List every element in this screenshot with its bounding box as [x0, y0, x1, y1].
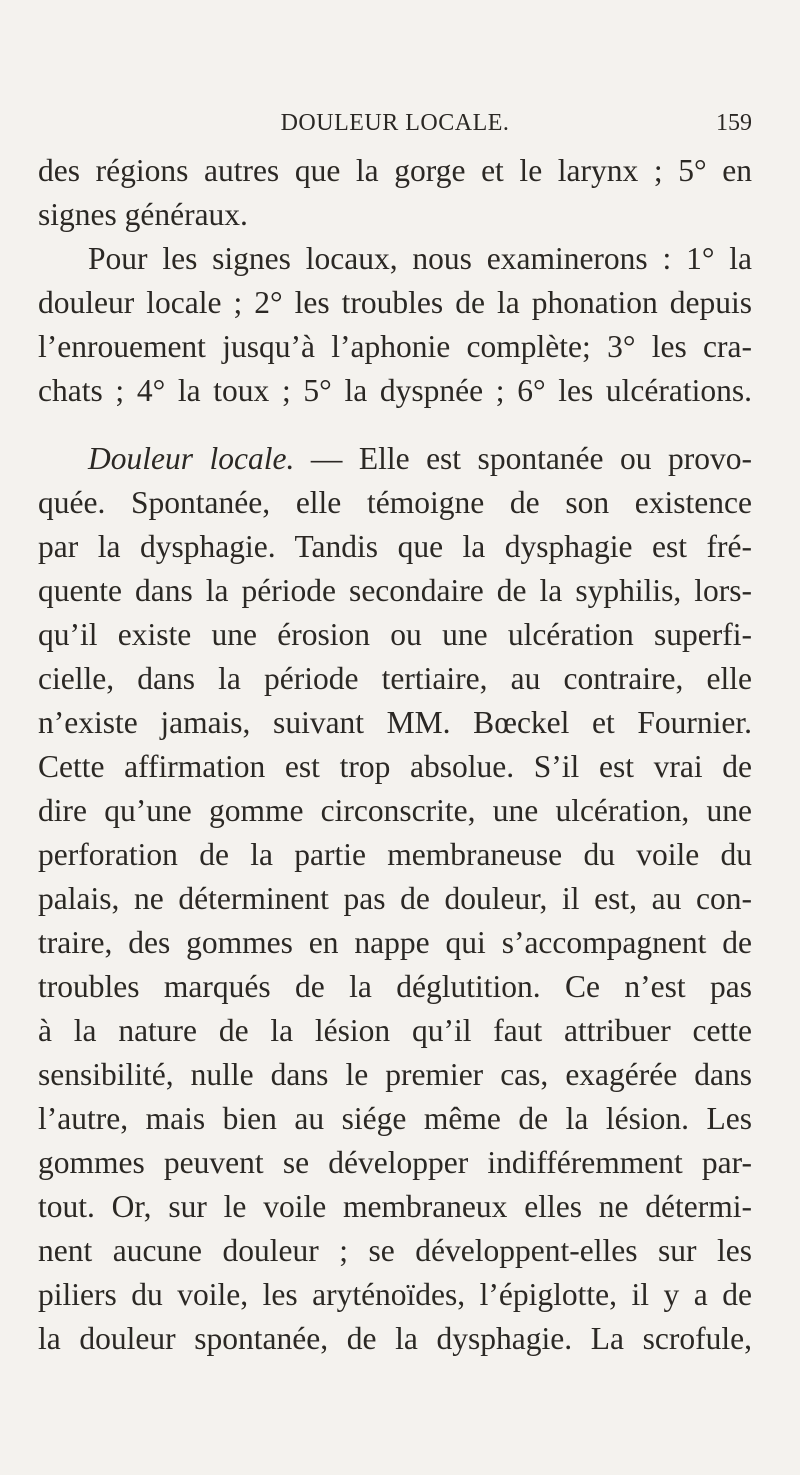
- text-line: nent aucune douleur ; se développent-elles sur les: [38, 1233, 752, 1268]
- text-line: perforation de la partie membraneuse du voile du: [38, 837, 752, 872]
- text-line: n’existe jamais, suivant MM. Bœckel et Fournier.: [38, 705, 752, 740]
- text-line: sensibilité, nulle dans le premier cas, exagérée dans: [38, 1057, 752, 1092]
- text-line: piliers du voile, les aryténoïdes, l’épiglotte, il y a de: [38, 1277, 752, 1312]
- section-heading: Douleur locale.: [88, 441, 295, 476]
- text-run: — Elle est spontanée ou provo-: [294, 441, 752, 476]
- text-line: par la dysphagie. Tandis que la dysphagie est fré-: [38, 529, 752, 564]
- text-line: tout. Or, sur le voile membraneux elles ne détermi-: [38, 1189, 752, 1224]
- text-line: à la nature de la lésion qu’il faut attribuer cette: [38, 1013, 752, 1048]
- text-line: dire qu’une gomme circonscrite, une ulcération, une: [38, 793, 752, 828]
- text-line: signes généraux.: [38, 197, 248, 232]
- running-title: DOULEUR LOCALE.: [280, 110, 510, 136]
- text-line: la douleur spontanée, de la dysphagie. La scrofule,: [38, 1321, 752, 1356]
- text-line: quente dans la période secondaire de la syphilis, lors-: [38, 573, 752, 608]
- text-line: douleur locale ; 2° les troubles de la phonation depuis: [38, 285, 752, 320]
- text-line: gommes peuvent se développer indifféremment par-: [38, 1145, 752, 1180]
- text-line: troubles marqués de la déglutition. Ce n’est pas: [38, 969, 752, 1004]
- text-line: traire, des gommes en nappe qui s’accompagnent de: [38, 925, 752, 960]
- text-line: [88, 437, 752, 481]
- text-line: chats ; 4° la toux ; 5° la dyspnée ; 6° les ulcérations.: [38, 373, 752, 408]
- text-line: qu’il existe une érosion ou une ulcération superfi-: [38, 617, 752, 652]
- text-line: cielle, dans la période tertiaire, au contraire, elle: [38, 661, 752, 696]
- text-line: Cette affirmation est trop absolue. S’il est vrai de: [38, 749, 752, 784]
- text-line: palais, ne déterminent pas de douleur, il est, au con-: [38, 881, 752, 916]
- text-line: Pour les signes locaux, nous examinerons : 1° la: [88, 241, 752, 276]
- running-head: [38, 104, 752, 140]
- text-line: des régions autres que la gorge et le larynx ; 5° en: [38, 153, 752, 188]
- text-line: quée. Spontanée, elle témoigne de son existence: [38, 485, 752, 520]
- text-line: l’enrouement jusqu’à l’aphonie complète; 3° les cra-: [38, 329, 752, 364]
- text-line: l’autre, mais bien au siége même de la lésion. Les: [38, 1101, 752, 1136]
- page-number: 159: [716, 110, 752, 136]
